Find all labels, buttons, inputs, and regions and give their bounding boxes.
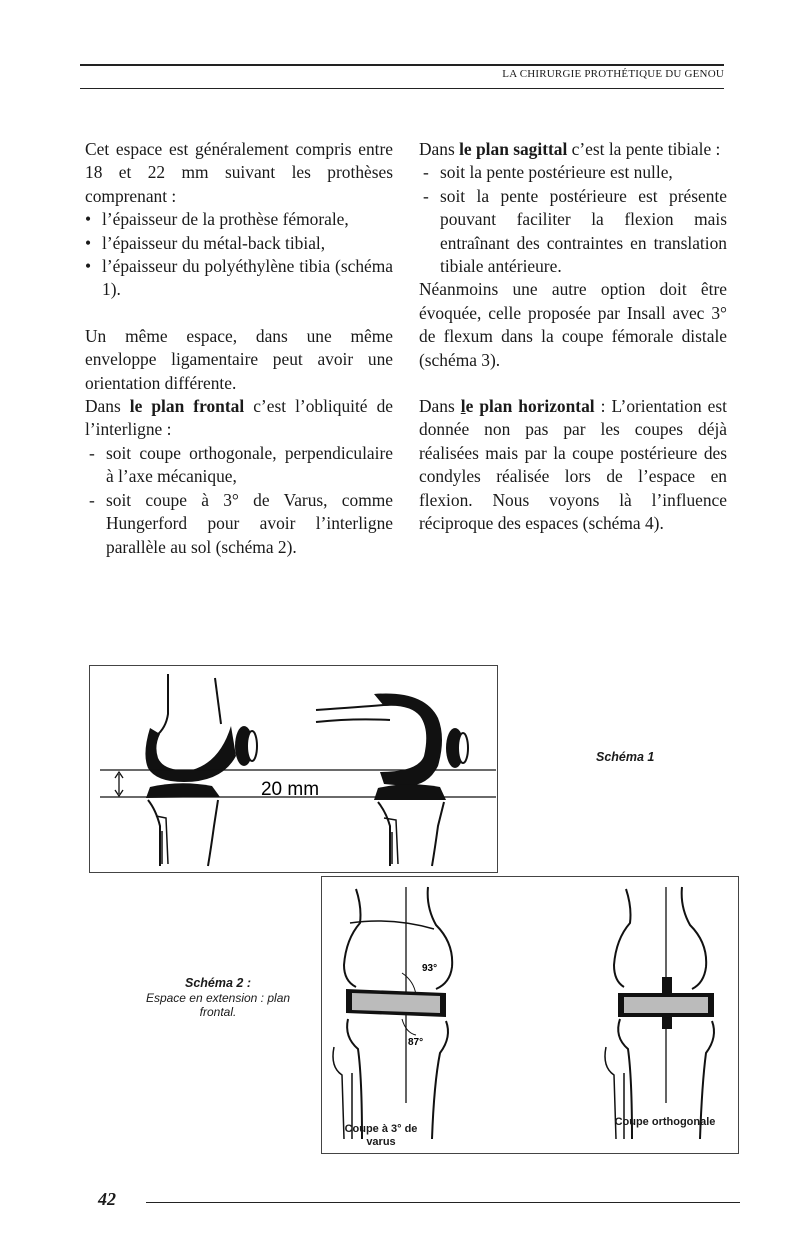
bold-term: le plan horizontal xyxy=(460,396,595,417)
list-item: - soit la pente postérieure est présente pouvant faciliter la flexion mais entraînant des contraintes en translation tibiale antérieure. xyxy=(419,185,727,279)
femoral-component xyxy=(374,694,442,787)
figure-schema-1 xyxy=(89,665,498,873)
figure-schema-2 xyxy=(321,876,739,1154)
paragraph: Cet espace est généralement compris entre 18 et 22 mm suivant les prothèses comprenant : xyxy=(85,139,393,206)
paragraph: Dans le plan frontal c’est l’obliquité de l’interligne : xyxy=(85,396,393,440)
dash-list xyxy=(85,442,393,559)
header-rule xyxy=(80,64,724,66)
right-column xyxy=(419,138,727,536)
footer-rule xyxy=(146,1202,740,1203)
frontal-plane-diagram xyxy=(322,877,738,1153)
paragraph: Un même espace, dans une même enveloppe ligamentaire peut avoir une orientation différente. xyxy=(85,325,393,393)
page-number: 42 xyxy=(98,1189,116,1209)
dash-list xyxy=(419,161,727,278)
bold-term: le plan frontal xyxy=(129,396,245,417)
list-item: - soit coupe orthogonale, perpendiculaire à l’axe mécanique, xyxy=(85,442,393,489)
knee-prosthesis-diagram xyxy=(90,666,497,872)
running-header: LA CHIRURGIE PROTHÉTIQUE DU GENOU xyxy=(502,68,724,80)
femur-outline xyxy=(316,704,394,710)
bold-term: le plan sagittal xyxy=(459,139,568,159)
tibial-insert xyxy=(374,784,446,800)
list-item: - soit la pente postérieure est nulle, xyxy=(419,161,727,184)
angle-arc xyxy=(402,1019,416,1035)
figure-caption: Schéma 1 xyxy=(596,750,655,764)
femur-outline xyxy=(614,889,631,987)
tibial-insert xyxy=(146,783,220,798)
paragraph: Néanmoins une autre option doit être évoquée, celle proposée par Insall avec 3° de flexum dans la coupe fémorale distale (schéma 3). xyxy=(419,279,727,370)
tibia-outline xyxy=(347,1019,362,1139)
list-item: - soit coupe à 3° de Varus, comme Hungerford pour avoir l’interligne parallèle au sol (schéma 2). xyxy=(85,489,393,559)
bullet-list xyxy=(85,208,393,302)
figure-sublabel: Coupe à 3° de varus xyxy=(344,1123,418,1148)
measure-label: 20 mm xyxy=(260,779,320,800)
list-item: • l’épaisseur du métal-back tibial, xyxy=(85,232,393,255)
list-item: • l’épaisseur de la prothèse fémorale, xyxy=(85,208,393,231)
tibia-outline xyxy=(378,802,390,866)
angle-label: 93° xyxy=(422,963,438,974)
paragraph: Dans le plan sagittal c’est la pente tibiale : xyxy=(419,139,721,159)
tibia-outline xyxy=(148,800,160,866)
figure-sublabel: Coupe orthogonale xyxy=(614,1116,716,1128)
femur-outline xyxy=(344,889,361,987)
paragraph: Dans le plan horizontal : L’orientation est donnée non pas par les coupes déjà réalisées mais par la coupe postérieure des condyles réalisée lors de l’espace en flexion. Nous voyons là l’influence réciproque des espaces (schéma 4). xyxy=(419,396,728,534)
femur-outline xyxy=(156,674,168,736)
femoral-component xyxy=(145,726,236,782)
header-rule-bottom xyxy=(80,88,724,89)
angle-label: 87° xyxy=(408,1037,424,1048)
left-column xyxy=(85,138,393,559)
figure-caption: Schéma 2 : Espace en extension : plan frontal. xyxy=(145,976,291,1019)
list-item: • l’épaisseur du polyéthylène tibia (schéma 1). xyxy=(85,255,393,302)
femur-outline xyxy=(215,678,221,724)
